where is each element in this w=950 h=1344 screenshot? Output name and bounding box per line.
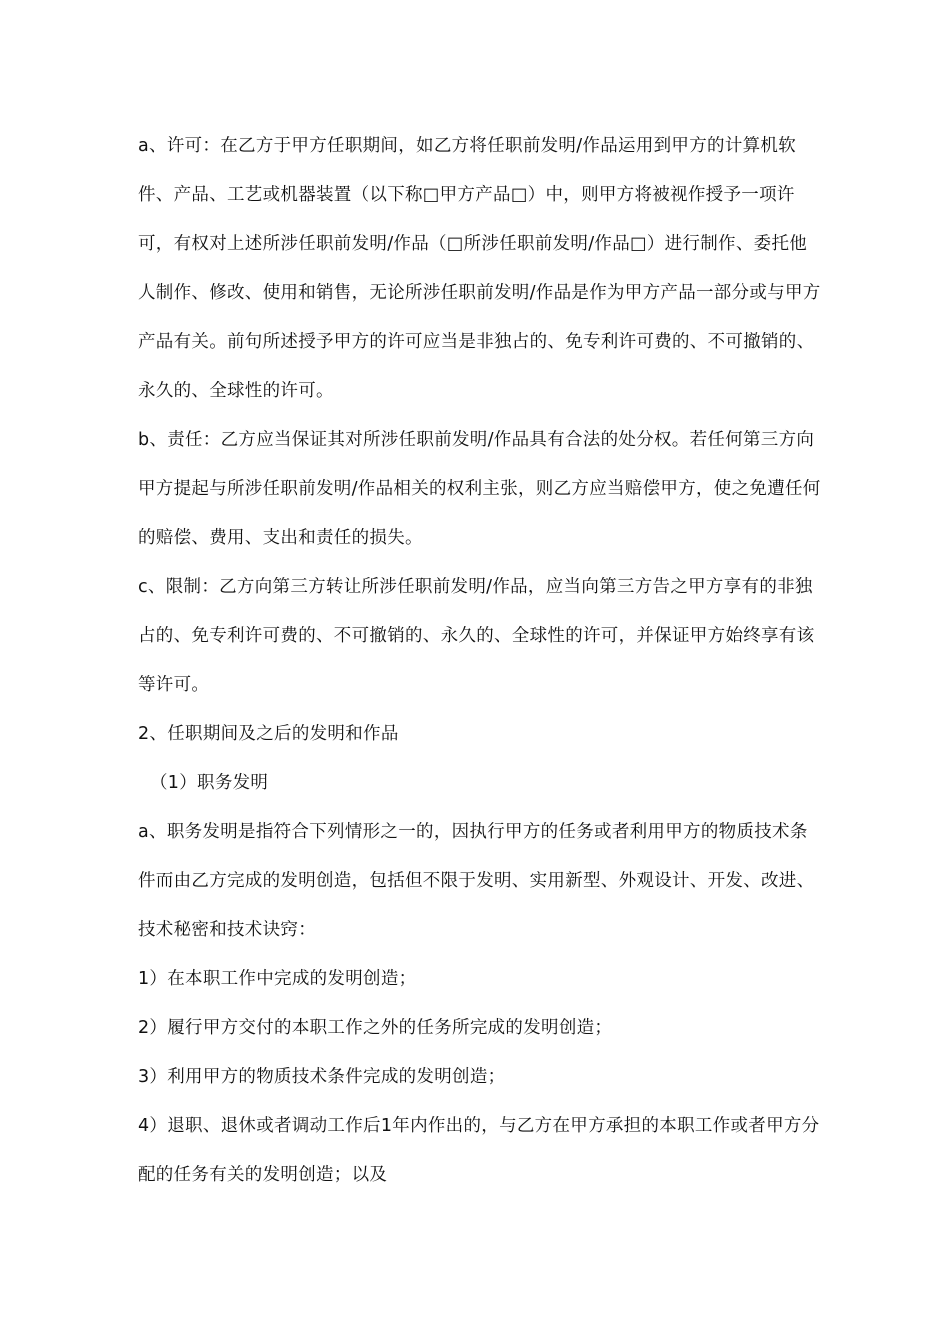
subsection-heading: （1）职务发明	[150, 773, 269, 793]
paragraph-liability: b、责任：乙方应当保证其对所涉任职前发明/作品具有合法的处分权。若任何第三方向甲方提起与所涉任职前发明/作品相关的权利主张，则乙方应当赔偿甲方，使之免遭任何的赔偿、费用、支出和责任的损失。	[138, 430, 821, 548]
list-item-3: 3）利用甲方的物质技术条件完成的发明创造；	[138, 1067, 506, 1087]
list-item-4: 4）退职、退休或者调动工作后1年内作出的，与乙方在甲方承担的本职工作或者甲方分配的任务有关的发明创造；以及	[138, 1116, 820, 1185]
document-body	[138, 122, 822, 1200]
paragraph-license: a、许可：在乙方于甲方任职期间，如乙方将任职前发明/作品运用到甲方的计算机软件、产品、工艺或机器装置（以下称□甲方产品□）中，则甲方将被视作授予一项许可，有权对上述所涉任职前发明/作品（□所涉任职前发明/作品□）进行制作、委托他人制作、修改、使用和销售，无论所涉任职前发明/作品是作为甲方产品一部分或与甲方产品有关。前句所述授予甲方的许可应当是非独占的、免专利许可费的、不可撤销的、永久的、全球性的许可。	[138, 136, 821, 401]
list-item-1: 1）在本职工作中完成的发明创造；	[138, 969, 417, 989]
section-heading: 2、任职期间及之后的发明和作品	[138, 724, 399, 744]
paragraph-definition: a、职务发明是指符合下列情形之一的，因执行甲方的任务或者利用甲方的物质技术条件而由乙方完成的发明创造，包括但不限于发明、实用新型、外观设计、开发、改进、技术秘密和技术诀窍：	[138, 822, 815, 940]
list-item-2: 2）履行甲方交付的本职工作之外的任务所完成的发明创造；	[138, 1018, 613, 1038]
paragraph-restriction: c、限制：乙方向第三方转让所涉任职前发明/作品，应当向第三方告之甲方享有的非独占的、免专利许可费的、不可撤销的、永久的、全球性的许可，并保证甲方始终享有该等许可。	[138, 577, 815, 695]
